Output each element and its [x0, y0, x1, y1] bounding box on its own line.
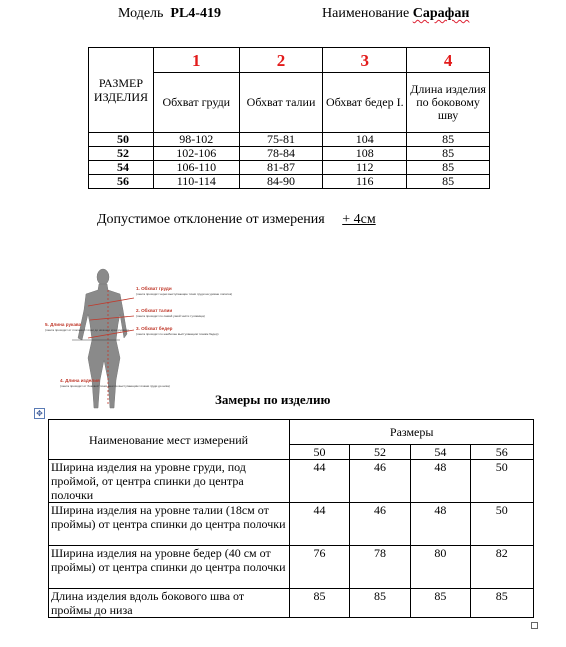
measure-name: Ширина изделия на уровне бедер (40 см от проймы) от центра спинки до центра полочки: [49, 546, 290, 589]
move-handle-icon[interactable]: ✥: [34, 408, 45, 419]
label-1-note: (лента проходит через выступающие точки груди на уровне лопаток): [136, 292, 233, 296]
measurement-figure: [30, 268, 233, 418]
size-col-label: 50: [290, 445, 349, 460]
table-row: [89, 161, 490, 175]
measure-name: Ширина изделия на уровне талии (18см от проймы) от центра спинки до центра полочки: [49, 503, 290, 546]
value-cell: 116: [323, 175, 407, 189]
measure-value: 82: [470, 546, 533, 589]
value-cell: 98-102: [153, 133, 239, 147]
col-number-2: 2: [239, 48, 323, 73]
model-label: Модель: [118, 6, 164, 21]
table-row: [49, 460, 534, 503]
measure-value: 44: [290, 460, 349, 503]
measure-value: 48: [411, 460, 470, 503]
measure-value: 46: [349, 460, 410, 503]
measure-name: Длина изделия вдоль бокового шва от проймы до низа: [49, 589, 290, 618]
measure-value: 80: [411, 546, 470, 589]
table-row: [49, 546, 534, 589]
tolerance-note: [97, 212, 376, 228]
label-1-title: 1. Обхват груди: [136, 286, 172, 291]
value-cell: 78-84: [239, 147, 323, 161]
value-cell: 75-81: [239, 133, 323, 147]
label-3-note: (лента проходит по наиболее выступающим точкам бедер): [136, 332, 219, 336]
col-label-2: Обхват талии: [239, 73, 323, 133]
size-col-label: 52: [349, 445, 410, 460]
value-cell: 108: [323, 147, 407, 161]
label-5-title: 5. Длина рукава: [45, 322, 82, 327]
measure-value: 85: [411, 589, 470, 618]
table-row: [49, 503, 534, 546]
measures-table: [48, 419, 534, 618]
table-row: [49, 589, 534, 618]
label-3-title: 3. Обхват бедер: [136, 326, 173, 331]
size-row-header: РАЗМЕР ИЗДЕЛИЯ: [89, 48, 154, 133]
value-cell: 85: [407, 133, 490, 147]
size-cell: 54: [89, 161, 154, 175]
label-5-note: (лента проходит от плечевой точки до нижнего края рукава): [45, 328, 129, 332]
col-number-3: 3: [323, 48, 407, 73]
name-line: [322, 6, 469, 22]
value-cell: 81-87: [239, 161, 323, 175]
value-cell: 85: [407, 175, 490, 189]
measure-name: Ширина изделия на уровне груди, под проймой, от центра спинки до центра полочки: [49, 460, 290, 503]
name-label: Наименование: [322, 6, 410, 21]
col-label-1: Обхват груди: [153, 73, 239, 133]
resize-handle-icon[interactable]: [531, 622, 538, 629]
measure-value: 85: [470, 589, 533, 618]
size-cell: 50: [89, 133, 154, 147]
size-col-label: 54: [411, 445, 470, 460]
measure-value: 46: [349, 503, 410, 546]
col-label-4: Длина изделия по боковому шву: [407, 73, 490, 133]
size-col-label: 56: [470, 445, 533, 460]
model-line: [118, 6, 221, 22]
size-cell: 56: [89, 175, 154, 189]
sizes-header: Размеры: [290, 420, 534, 445]
table-row: [89, 133, 490, 147]
value-cell: 104: [323, 133, 407, 147]
place-header: Наименование мест измерений: [49, 420, 290, 460]
value-cell: 84-90: [239, 175, 323, 189]
value-cell: 85: [407, 161, 490, 175]
measure-value: 48: [411, 503, 470, 546]
size-cell: 52: [89, 147, 154, 161]
table-row: [89, 175, 490, 189]
model-value: PL4-419: [170, 6, 221, 21]
label-2-title: 2. Обхват талии: [136, 308, 173, 313]
measures-title: Замеры по изделию: [215, 392, 331, 407]
label-4-title: 4. Длина изделия: [60, 378, 100, 383]
value-cell: 85: [407, 147, 490, 161]
tolerance-text: Допустимое отклонение от измерения: [97, 212, 325, 227]
value-cell: 106-110: [153, 161, 239, 175]
col-label-3: Обхват бедер I.: [323, 73, 407, 133]
measure-value: 78: [349, 546, 410, 589]
label-4-note: (лента проходит от боковой точки шеи по выступающим точкам груди до низа): [60, 384, 170, 388]
measure-value: 76: [290, 546, 349, 589]
table-row: [89, 147, 490, 161]
size-table: [88, 47, 490, 189]
measure-value: 50: [470, 503, 533, 546]
measure-value: 85: [290, 589, 349, 618]
value-cell: 112: [323, 161, 407, 175]
label-2-note: (лента проходит по самой узкой части туловища): [136, 314, 205, 318]
value-cell: 102-106: [153, 147, 239, 161]
col-number-4: 4: [407, 48, 490, 73]
value-cell: 110-114: [153, 175, 239, 189]
measure-value: 50: [470, 460, 533, 503]
document-header: [0, 4, 566, 24]
col-number-1: 1: [153, 48, 239, 73]
measure-value: 44: [290, 503, 349, 546]
tolerance-value: + 4см: [342, 212, 376, 227]
measure-value: 85: [349, 589, 410, 618]
name-value: Сарафан: [412, 6, 470, 21]
